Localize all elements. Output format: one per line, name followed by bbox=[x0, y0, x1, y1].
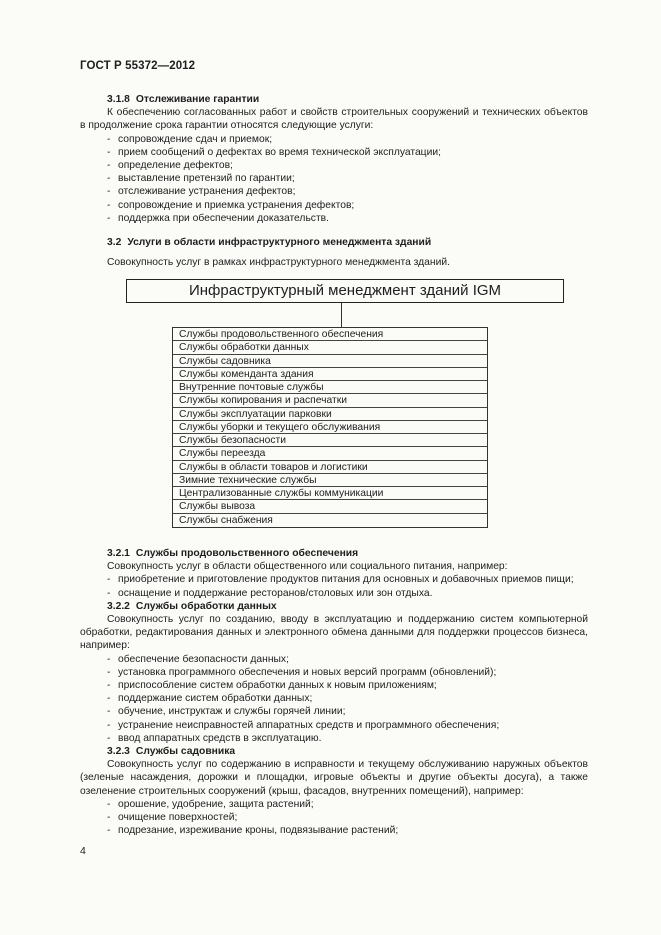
section-3-2-1 bbox=[80, 547, 588, 837]
service-row: Внутренние почтовые службы bbox=[173, 381, 487, 394]
list-item: - подрезание, изреживание кроны, подвязывание растений; bbox=[107, 824, 588, 837]
service-row: Централизованные службы коммуникации bbox=[173, 487, 487, 500]
dash-list bbox=[80, 573, 588, 599]
service-row: Службы садовника bbox=[173, 355, 487, 368]
section-heading: 3.2 Услуги в области инфраструктурного менеджмента зданий bbox=[107, 237, 432, 248]
list-item: - устранение неисправностей аппаратных средств и программного обеспечения; bbox=[107, 719, 588, 732]
service-row: Службы уборки и текущего обслуживания bbox=[173, 421, 487, 434]
section-intro: Совокупность услуг в рамках инфраструктурного менеджмента зданий. bbox=[107, 257, 450, 268]
list-item: - приобретение и приготовление продуктов питания для основных и добавочных приемов пищи; bbox=[107, 573, 588, 586]
list-item: - очищение поверхностей; bbox=[107, 811, 588, 824]
section-3-1-8 bbox=[80, 93, 588, 225]
list-item: - выставление претензий по гарантии; bbox=[107, 172, 588, 185]
list-item: - приспособление систем обработки данных к новым приложениям; bbox=[107, 679, 588, 692]
list-item: - оснащение и поддержание ресторанов/столовых или зон отдыха. bbox=[107, 587, 588, 600]
list-item: - поддержка при обеспечении доказательств. bbox=[107, 212, 588, 225]
services-table bbox=[172, 328, 488, 528]
section-intro: К обеспечению согласованных работ и свойств строительных сооружений и технических объектов в продолжение срока гарантии относятся следующие услуги: bbox=[80, 107, 588, 132]
service-row: Службы безопасности bbox=[173, 434, 487, 447]
service-row: Службы вывоза bbox=[173, 500, 487, 513]
section-intro: Совокупность услуг в области общественного или социального питания, например: bbox=[107, 561, 508, 573]
section-intro: Совокупность услуг по созданию, вводу в эксплуатацию и поддержанию систем компьютерной обработки, редактирования данных и электронного обмена данными для поддержки процессов бизнеса, например: bbox=[80, 614, 588, 652]
service-row: Службы переезда bbox=[173, 447, 487, 460]
list-item: - поддержание систем обработки данных; bbox=[107, 692, 588, 705]
service-row: Службы снабжения bbox=[179, 514, 273, 526]
service-row: Службы обработки данных bbox=[173, 341, 487, 354]
list-item: - установка программного обеспечения и новых версий программ (обновлений); bbox=[107, 666, 588, 679]
section-heading-3-2-2: 3.2.2 Службы обработки данных bbox=[107, 600, 277, 612]
list-item: - отслеживание устранения дефектов; bbox=[107, 185, 588, 198]
dash-list bbox=[80, 133, 588, 225]
service-row: Службы в области товаров и логистики bbox=[173, 461, 487, 474]
section-intro: Совокупность услуг по содержанию в исправности и текущему обслуживанию наружных объектов (зеленые насаждения, дорожки и площадки, игровые объекты и другие объекты досуга), а также озеленение строительных сооружений (крыш, фасадов, внутренних помещений), например: bbox=[80, 759, 588, 797]
diagram-connector-line bbox=[341, 303, 342, 328]
section-heading: 3.1.8 Отслеживание гарантии bbox=[107, 94, 260, 105]
page-number: 4 bbox=[80, 845, 86, 857]
list-item: - прием сообщений о дефектах во время технической эксплуатации; bbox=[107, 146, 588, 159]
dash-list bbox=[80, 798, 588, 838]
igm-title-box: Инфраструктурный менеджмент зданий IGM bbox=[126, 279, 564, 303]
list-item: - ввод аппаратных средств в эксплуатацию. bbox=[107, 732, 588, 745]
section-heading-3-2-3: 3.2.3 Службы садовника bbox=[107, 746, 236, 758]
section-heading: 3.2.1 Службы продовольственного обеспечения bbox=[107, 548, 359, 559]
list-item: - обучение, инструктаж и службы горячей линии; bbox=[107, 705, 588, 718]
section-3-2-intro-block bbox=[80, 256, 588, 269]
service-row: Службы эксплуатации парковки bbox=[173, 408, 487, 421]
list-item: - орошение, удобрение, защита растений; bbox=[107, 798, 588, 811]
service-row: Зимние технические службы bbox=[173, 474, 487, 487]
service-row: Службы копирования и распечатки bbox=[173, 394, 487, 407]
list-item: - обеспечение безопасности данных; bbox=[107, 653, 588, 666]
section-3-2 bbox=[80, 236, 588, 249]
service-row: Службы продовольственного обеспечения bbox=[173, 328, 487, 341]
service-row: Службы коменданта здания bbox=[173, 368, 487, 381]
list-item: - сопровождение сдач и приемок; bbox=[107, 133, 588, 146]
dash-list bbox=[80, 653, 588, 745]
list-item: - сопровождение и приемка устранения дефектов; bbox=[107, 199, 588, 212]
standard-header: ГОСТ Р 55372—2012 bbox=[80, 60, 196, 72]
list-item: - определение дефектов; bbox=[107, 159, 588, 172]
